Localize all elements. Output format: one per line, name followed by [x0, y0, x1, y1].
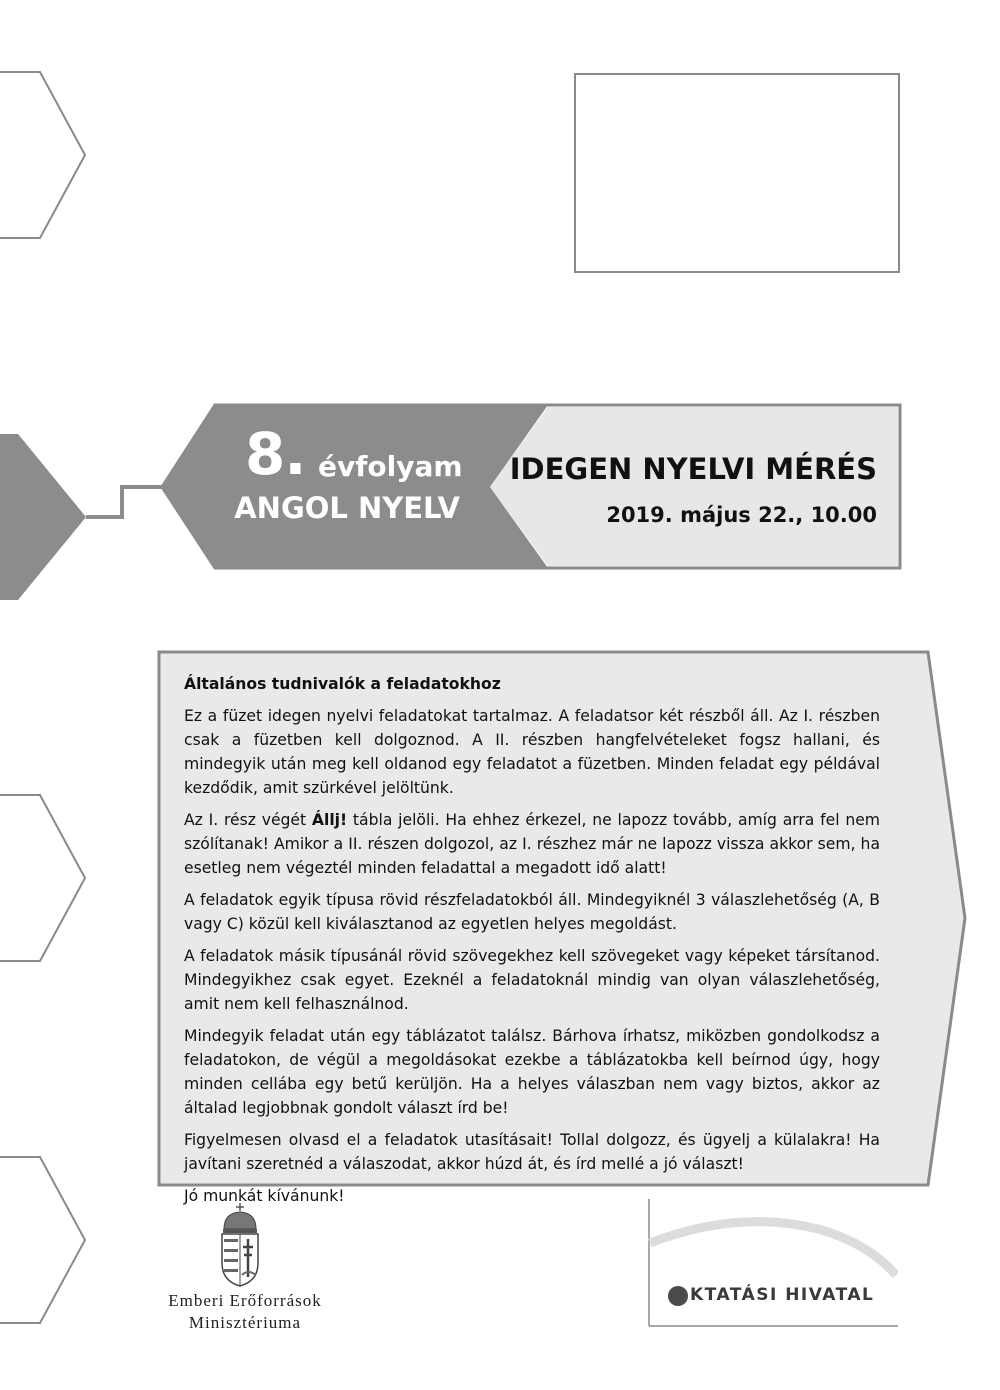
- side-tab-bottom: [0, 1157, 85, 1323]
- grade-number: 8.: [245, 420, 306, 488]
- banner-connector: [86, 487, 162, 517]
- stop-sign-label: Állj!: [311, 811, 348, 829]
- instructions-paragraph-2: [184, 808, 880, 880]
- ministry-line-1: Emberi Erőforrások: [168, 1291, 322, 1310]
- student-id-box[interactable]: [574, 73, 900, 273]
- exam-title: IDEGEN NYELVI MÉRÉS: [509, 452, 877, 486]
- instructions-paragraph-5: Mindegyik feladat után egy táblázatot találsz. Bárhova írhatsz, miközben gondolkodsz a feladatokon, de végül a megoldásokat ezekbe a táblázatokba kell beírnod úgy, hogy minden cellába egy betű kerüljön. Ha a helyes válaszban nem vagy biztos, akkor az általad legjobbnak gondolt választ írd be!: [184, 1027, 880, 1117]
- exam-date: 2019. május 22., 10.00: [606, 503, 877, 527]
- p2-text-before: Az I. rész végét: [184, 811, 312, 829]
- ministry-name: [150, 1290, 340, 1334]
- office-logo-dot-icon: [668, 1286, 688, 1306]
- instructions-heading: Általános tudnivalók a feladatokhoz: [184, 675, 501, 693]
- banner-grade-panel: [162, 405, 548, 568]
- office-name: KTATÁSI HIVATAL: [690, 1285, 875, 1305]
- general-instructions: [184, 672, 880, 1216]
- banner-exam-panel: [490, 407, 898, 566]
- side-tab-top: [0, 72, 85, 238]
- p2-text-after: tábla jelöli. Ha ehhez érkezel, ne lapozz tovább, amíg arra fel nem szólítanak! Amikor a II. részen dolgozol, az I. részhez már ne lapozz vissza akkor sem, ha esetleg nem végeztél minden feladattal a megadott idő alatt!: [184, 811, 880, 877]
- ministry-line-2: Minisztériuma: [188, 1313, 302, 1332]
- office-logo-frame: [648, 1199, 898, 1327]
- grade-label: évfolyam: [318, 450, 463, 483]
- side-tab-filled: [0, 434, 86, 600]
- side-tab-middle: [0, 795, 85, 961]
- instructions-paragraph-4: A feladatok másik típusánál rövid szövegekhez kell szövegeket vagy képeket társítanod. Mindegyikhez csak egyet. Ezeknél a feladatoknál mindig van olyan válaszlehetőség, amit nem kell felhasználnod.: [184, 947, 880, 1013]
- instructions-paragraph-1: Ez a füzet idegen nyelvi feladatokat tartalmaz. A feladatsor két részből áll. Az I. részben csak a füzetben kell dolgoznod. A II. részben hangfelvételeket fogsz hallani, és mindegyik után meg kell oldanod egy feladatot a füzetben. Minden feladat egy példával kezdődik, amit szürkével jelöltünk.: [184, 707, 880, 797]
- instructions-paragraph-6: Figyelmesen olvasd el a feladatok utasításait! Tollal dolgozz, és ügyelj a külalakra! Ha javítani szeretnéd a válaszodat, akkor húzd át, és írd mellé a jó választ!: [184, 1131, 880, 1173]
- instructions-paragraph-3: A feladatok egyik típusa rövid részfeladatokból áll. Mindegyiknél 3 válaszlehetőség (A, B vagy C) közül kell kiválasztanod az egyetlen helyes megoldást.: [184, 891, 880, 933]
- subject-title: ANGOL NYELV: [234, 491, 460, 525]
- instructions-closing: Jó munkát kívánunk!: [184, 1187, 345, 1205]
- hungarian-coat-of-arms-icon: [218, 1203, 262, 1287]
